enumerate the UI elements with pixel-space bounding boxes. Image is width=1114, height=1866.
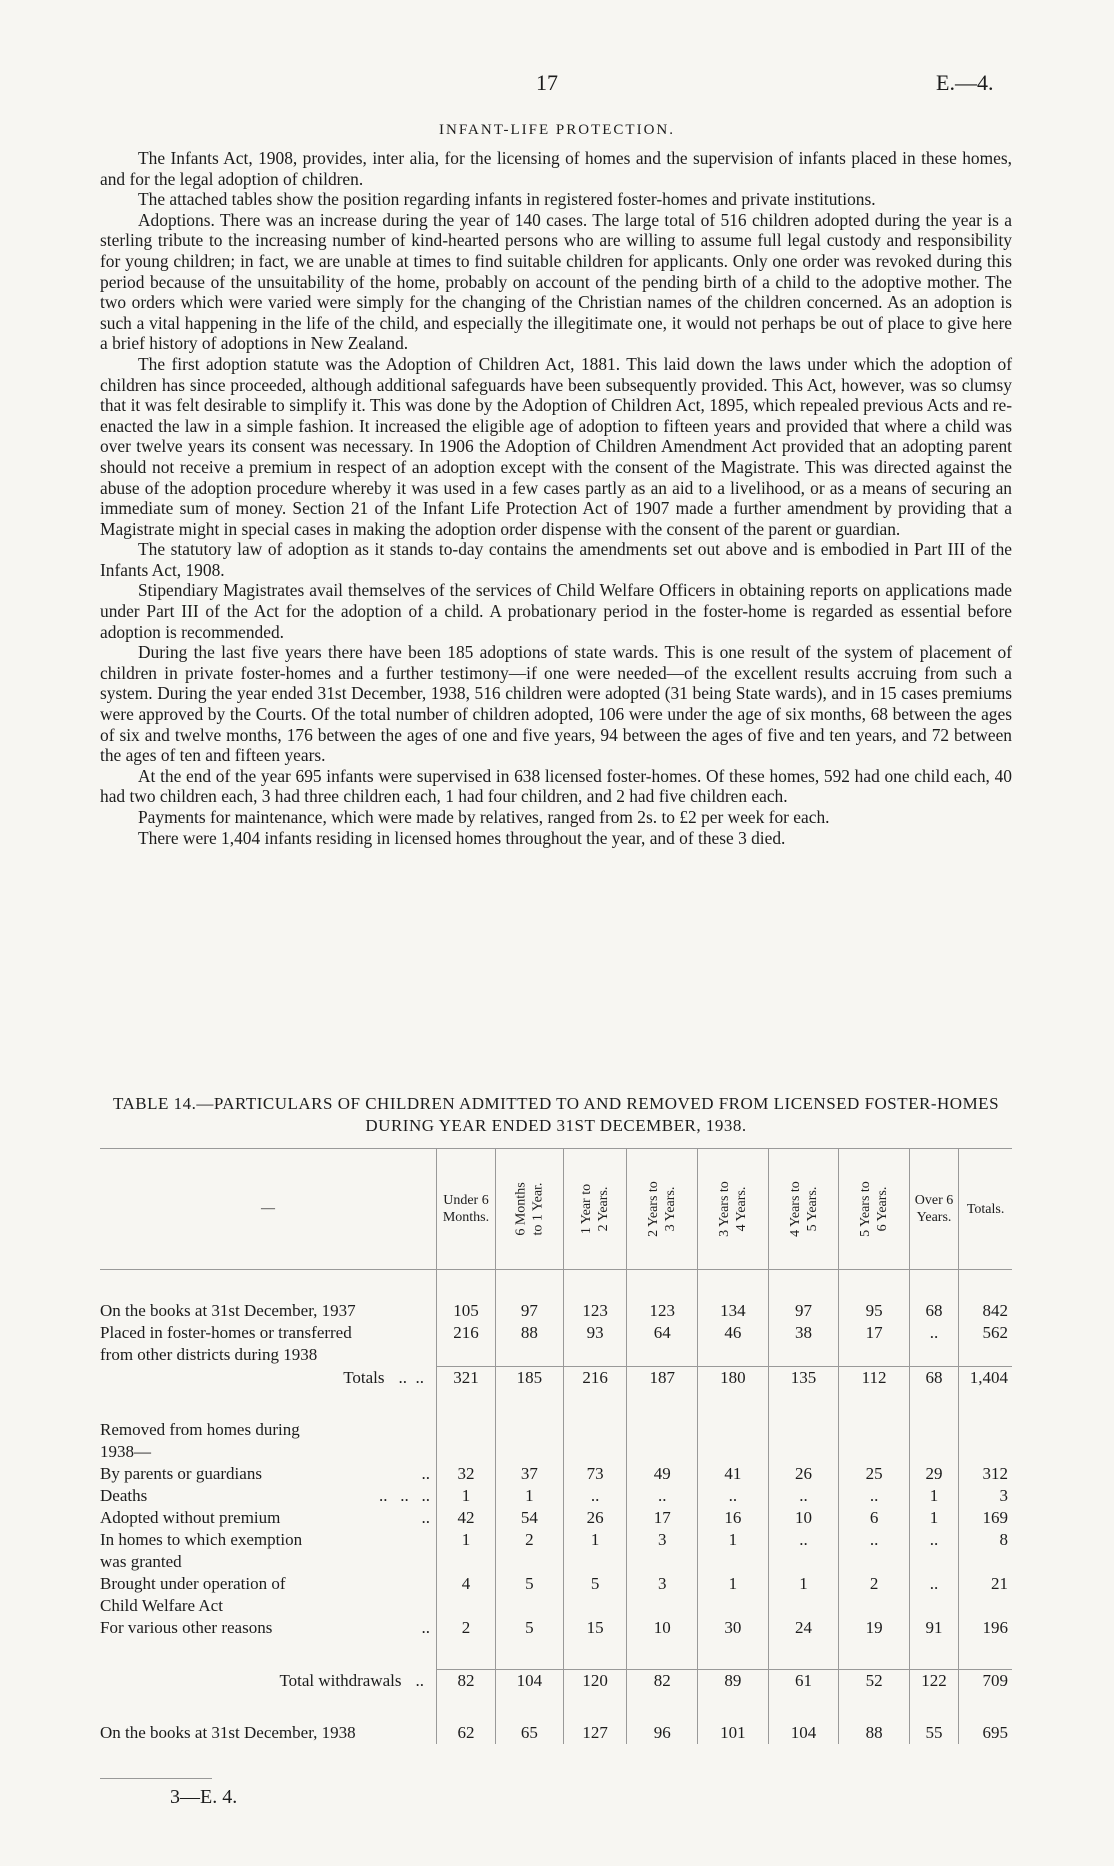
table-cell: 62 [437,1722,496,1744]
column-header: 3 Years to 4 Years. [698,1149,769,1270]
page-reference: E.—4. [936,70,994,95]
table-cell: 127 [563,1722,627,1744]
paragraph: The statutory law of adoption as it stands to-day contains the amendments set out above and is embodied in Part III of the Infants Act, 1908. [100,539,1012,580]
table-cell: 709 [959,1670,1012,1693]
table-cell: 5 [495,1573,563,1595]
table-cell: .. [839,1485,910,1507]
column-header: 4 Years to 5 Years. [768,1149,839,1270]
table-cell: 3 [627,1529,698,1551]
row-label: Totals [343,1367,385,1387]
paragraph: The first adoption statute was the Adoption of Children Act, 1881. This laid down the laws under which the adoption of children has since proceeded, although additional safeguards have been subsequently provided. This Act, however, was so clumsy that it was felt desirable to simplify it. This was done by the Adoption of Children Act, 1895, which repealed previous Acts and re-enacted the law in a simple fashion. It increased the eligible age of adoption to fifteen years and provided that where a child was over twelve years its consent was necessary. In 1906 the Adoption of Children Amendment Act provided that an adopting parent should not receive a premium in respect of an adoption except with the consent of the Magistrate. This was directed against the abuse of the adoption procedure whereby it was used in a few cases partly as an aid to a livelihood, or as a means of securing an immediate sum of money. Section 21 of the Infant Life Protection Act of 1907 made a further amendment by providing that a Magistrate might in special cases in making the adoption order dispense with the consent of the parent or guardian. [100,353,1012,539]
table-cell: 10 [768,1507,839,1529]
table-title-line: TABLE 14.—PARTICULARS OF CHILDREN ADMITTED TO AND REMOVED FROM LICENSED FOSTER-HOMES [112,1094,1000,1113]
row-label: By parents or guardians [100,1464,262,1483]
table-cell: 26 [768,1463,839,1485]
table-cell: 216 [437,1322,496,1344]
row-label: Deaths [100,1486,148,1505]
table-cell: 5 [495,1617,563,1639]
table-cell: 25 [839,1463,910,1485]
row-label: On the books at 31st December, 1937 [100,1301,356,1320]
table-cell: 3 [959,1485,1012,1507]
table-title [100,1093,1012,1137]
column-header: Over 6 Years. [909,1149,958,1270]
row-label: In homes to which exemption [100,1530,303,1549]
table-cell: 65 [495,1722,563,1744]
table-cell: 1 [437,1529,496,1551]
table-cell: 1 [437,1485,496,1507]
row-label: Adopted without premium [100,1508,281,1527]
row-label: Placed in foster-homes or transferred [100,1323,352,1342]
table-cell: 695 [959,1722,1012,1744]
header-blank-cell: — [261,1201,275,1216]
table-cell: 1,404 [959,1367,1012,1390]
column-header: 5 Years to 6 Years. [839,1149,910,1270]
table-cell: 1 [909,1507,958,1529]
table-cell: 24 [768,1617,839,1639]
table-cell: 180 [698,1367,769,1390]
table-cell: 104 [495,1670,563,1693]
table-cell: 169 [959,1507,1012,1529]
table-cell: 95 [839,1300,910,1322]
table-cell: 8 [959,1529,1012,1551]
table-cell: 26 [563,1507,627,1529]
table-row-continuation [100,1551,1012,1573]
table-row: By parents or guardians .. 32 37 73 49 41 26 25 29 312 [100,1463,1012,1485]
table-cell: 89 [698,1670,769,1693]
spacer-row [100,1389,1012,1419]
table-cell: 68 [909,1300,958,1322]
row-label: Removed from homes during [100,1420,300,1439]
table-cell: .. [768,1529,839,1551]
table-cell: 37 [495,1463,563,1485]
table-header-row [100,1149,1012,1270]
table-cell: .. [698,1485,769,1507]
table-row: Deaths .. .. .. 1 1 .. .. .. .. .. 1 3 [100,1485,1012,1507]
table-cell: 61 [768,1670,839,1693]
body-text [100,148,1012,848]
table-cell: 82 [437,1670,496,1693]
table-cell: 38 [768,1322,839,1344]
table-cell: 216 [563,1367,627,1390]
table-row-continuation [100,1595,1012,1617]
paragraph: The attached tables show the position regarding infants in registered foster-homes and private institutions. [138,189,876,210]
table-row [100,1322,1012,1344]
table-cell: 15 [563,1617,627,1639]
table-title-line: DURING YEAR ENDED 31ST DECEMBER, 1938. [365,1116,747,1135]
table-cell: 2 [437,1617,496,1639]
table-cell: 842 [959,1300,1012,1322]
table-cell: 30 [698,1617,769,1639]
table-cell: 5 [563,1573,627,1595]
table-cell: 104 [768,1722,839,1744]
spacer-row [100,1270,1012,1301]
table-cell: 122 [909,1670,958,1693]
table-cell: 562 [959,1322,1012,1344]
table-cell: 120 [563,1670,627,1693]
table-cell: .. [909,1529,958,1551]
table-cell: .. [563,1485,627,1507]
table-cell: .. [768,1485,839,1507]
page-number: 17 [536,70,558,95]
table-cell: 10 [627,1617,698,1639]
table-cell: 32 [437,1463,496,1485]
table-cell: 6 [839,1507,910,1529]
table-cell: 112 [839,1367,910,1390]
table-cell: 2 [495,1529,563,1551]
table-row: Totals .. .. 321 185 216 187 180 135 112 68 1,404 [100,1367,1012,1390]
table-cell: 187 [627,1367,698,1390]
table-cell: 17 [627,1507,698,1529]
table-row-heading [100,1441,1012,1463]
table-cell: 19 [839,1617,910,1639]
table-row-heading [100,1419,1012,1441]
row-label: 1938— [100,1442,151,1461]
table-cell: 135 [768,1367,839,1390]
table-cell: .. [627,1485,698,1507]
table-cell: 123 [627,1300,698,1322]
column-header: Under 6 Months. [437,1149,496,1270]
table-cell: 96 [627,1722,698,1744]
table-cell: 1 [495,1485,563,1507]
table-cell: 97 [768,1300,839,1322]
paragraph: The Infants Act, 1908, provides, inter alia, for the licensing of homes and the supervision of infants placed in these homes, and for the legal adoption of children. [100,148,1012,189]
table-cell: 321 [437,1367,496,1390]
table-cell: 41 [698,1463,769,1485]
table-cell: 68 [909,1367,958,1390]
table-row-continuation [100,1344,1012,1367]
table-row [100,1529,1012,1551]
paragraph: At the end of the year 695 infants were supervised in 638 licensed foster-homes. Of these homes, 592 had one child each, 40 had two children each, 3 had three children each, 1 had four children, and 2 had five children each. [100,765,1012,807]
table-cell: 93 [563,1322,627,1344]
column-header: 1 Year to 2 Years. [563,1149,627,1270]
column-header: Totals. [959,1149,1012,1270]
table-cell: 88 [495,1322,563,1344]
spacer-row [100,1639,1012,1670]
table-cell: 64 [627,1322,698,1344]
table-cell: 91 [909,1617,958,1639]
table-cell: 52 [839,1670,910,1693]
table-cell: 42 [437,1507,496,1529]
paragraph: During the last five years there have been 185 adoptions of state wards. This is one result of the system of placement of children in private foster-homes and a further testimony—if one were needed—of the excellent results accruing from such a system. During the year ended 31st December, 1938, 516 children were adopted (31 being State wards), and in 15 cases premiums were approved by the Courts. Of the total number of children adopted, 106 were under the age of six months, 68 between the ages of six and twelve months, 176 between the ages of one and five years, 94 between the ages of five and ten years, and 72 between the ages of ten and fifteen years. [100,642,1012,766]
table-cell: 123 [563,1300,627,1322]
table-cell: .. [839,1529,910,1551]
table-cell: 134 [698,1300,769,1322]
table-row: Adopted without premium .. 42 54 26 17 16 10 6 1 169 [100,1507,1012,1529]
table-cell: 2 [839,1573,910,1595]
table-cell: 1 [698,1573,769,1595]
table-cell: 17 [839,1322,910,1344]
table-cell: 105 [437,1300,496,1322]
table-cell: 1 [909,1485,958,1507]
foster-homes-table [100,1148,1012,1744]
table-row: For various other reasons .. 2 5 15 10 30 24 19 91 196 [100,1617,1012,1639]
footer-rule [100,1778,212,1779]
table-row [100,1300,1012,1322]
table-cell: .. [909,1573,958,1595]
row-label: Total withdrawals [279,1670,402,1690]
table-cell: 55 [909,1722,958,1744]
row-label: Brought under operation of [100,1574,286,1593]
table-cell: 185 [495,1367,563,1390]
column-header: 6 Months to 1 Year. [495,1149,563,1270]
row-label: On the books at 31st December, 1938 [100,1723,356,1742]
table-cell: 73 [563,1463,627,1485]
table-cell: .. [909,1322,958,1344]
paragraph: Payments for maintenance, which were made by relatives, ranged from 2s. to £2 per week for each. [138,807,830,827]
section-heading: INFANT-LIFE PROTECTION. [439,122,675,138]
table-cell: 29 [909,1463,958,1485]
table-cell: 196 [959,1617,1012,1639]
row-label: Child Welfare Act [100,1596,223,1615]
table-cell: 88 [839,1722,910,1744]
row-label: was granted [100,1552,182,1571]
row-label: For various other reasons [100,1618,273,1637]
table-cell: 312 [959,1463,1012,1485]
table-cell: 101 [698,1722,769,1744]
table-cell: 46 [698,1322,769,1344]
row-label: from other districts during 1938 [100,1345,318,1365]
footer-reference: 3—E. 4. [170,1786,238,1808]
table-cell: 1 [563,1529,627,1551]
table-cell: 97 [495,1300,563,1322]
table-cell: 1 [698,1529,769,1551]
table-row [100,1573,1012,1595]
table-row: Total withdrawals .. 82 104 120 82 89 61 52 122 709 [100,1670,1012,1693]
table-cell: 49 [627,1463,698,1485]
paragraph: There were 1,404 infants residing in licensed homes throughout the year, and of these 3 died. [138,827,786,848]
table-row [100,1722,1012,1744]
spacer-row [100,1692,1012,1722]
paragraph: Stipendiary Magistrates avail themselves of the services of Child Welfare Officers in obtaining reports on applications made under Part III of the Act for the adoption of a child. A probationary period in the foster-home is regarded as essential before adoption is recommended. [100,580,1012,642]
table-cell: 82 [627,1670,698,1693]
table-cell: 1 [768,1573,839,1595]
table-cell: 3 [627,1573,698,1595]
column-header: 2 Years to 3 Years. [627,1149,698,1270]
table-cell: 21 [959,1573,1012,1595]
paragraph: Adoptions. There was an increase during the year of 140 cases. The large total of 516 children adopted during the year is a sterling tribute to the increasing number of kind-hearted persons who are willing to assume full legal custody and responsibility for young children; in fact, we are unable at times to find suitable children for applicants. Only one order was revoked during this period because of the unsuitability of the home, probably on account of the pending birth of a child to the adoptive mother. The two orders which were varied were simply for the changing of the Christian names of the children concerned. As an adoption is such a vital happening in the life of the child, and especially the illegitimate one, it would not perhaps be out of place to give here a brief history of adoptions in New Zealand. [100,209,1012,354]
table-cell: 16 [698,1507,769,1529]
table-cell: 4 [437,1573,496,1595]
table-cell: 54 [495,1507,563,1529]
